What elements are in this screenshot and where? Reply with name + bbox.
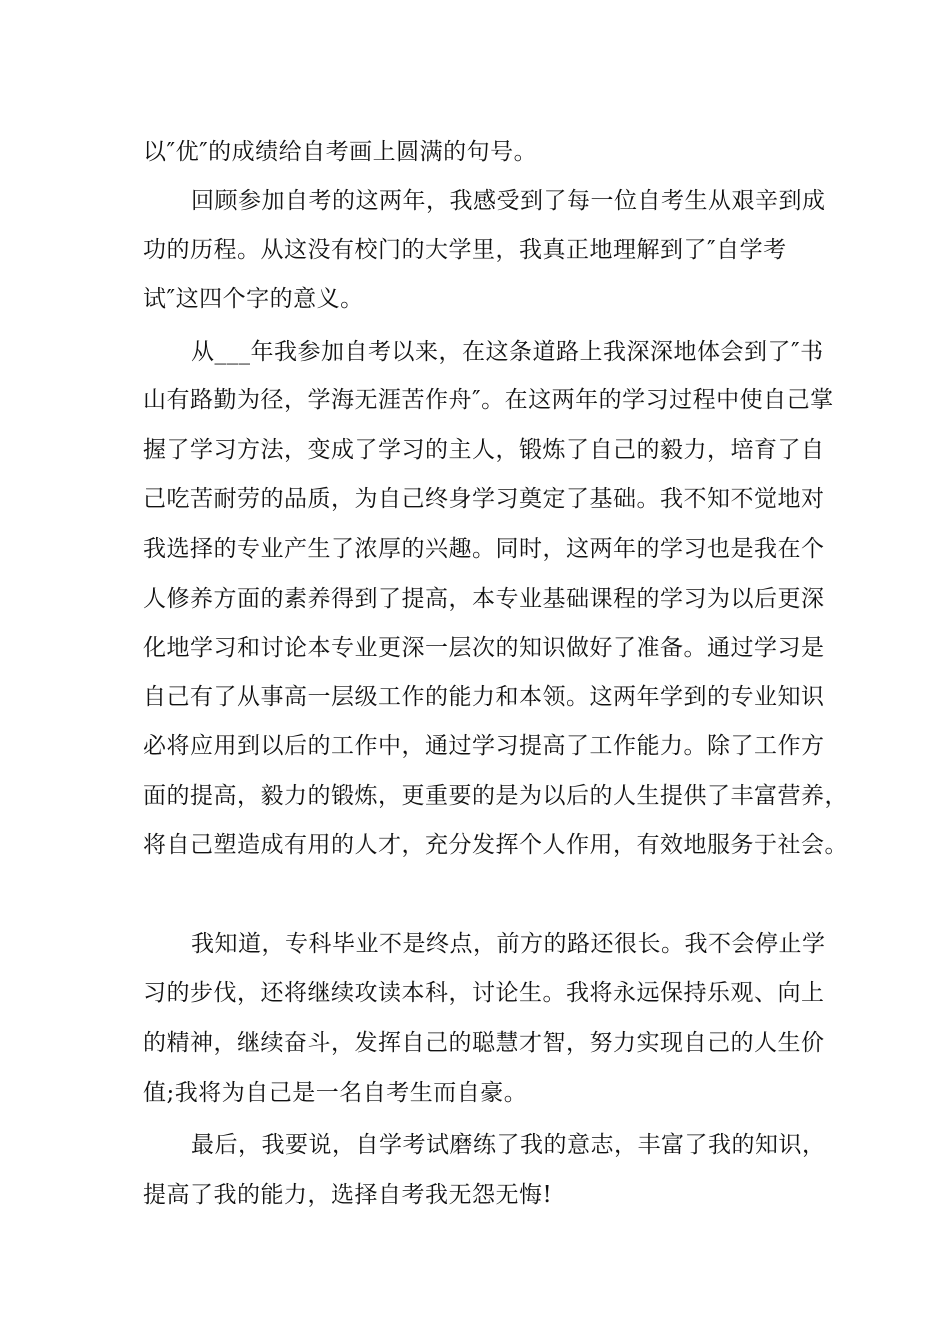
text-line: 值;我将为自己是一名自考生而自豪。 (143, 1080, 528, 1106)
text-line: 人修养方面的素养得到了提高，本专业基础课程的学习为以后更深 (143, 586, 825, 612)
text-line: 必将应用到以后的工作中，通过学习提高了工作能力。除了工作方 (143, 733, 825, 759)
text-line: 提高了我的能力，选择自考我无怨无悔! (143, 1182, 553, 1208)
text-line: 功的历程。从这没有校门的大学里，我真正地理解到了″自学考 (143, 237, 787, 263)
text-line: 我选择的专业产生了浓厚的兴趣。同时，这两年的学习也是我在个 (143, 536, 825, 562)
text-line: 山有路勤为径，学海无涯苦作舟″。在这两年的学习过程中使自己掌 (143, 387, 834, 413)
text-line: 试″这四个字的意义。 (143, 286, 364, 312)
text-line: 我知道，专科毕业不是终点，前方的路还很长。我不会停止学 (191, 931, 826, 957)
text-line: 握了学习方法，变成了学习的主人，锻炼了自己的毅力，培育了自 (143, 437, 825, 463)
text-line: 将自己塑造成有用的人才，充分发挥个人作用，有效地服务于社会。 (143, 832, 848, 858)
text-line: 以″优″的成绩给自考画上圆满的句号。 (143, 139, 538, 165)
text-line: 化地学习和讨论本专业更深一层次的知识做好了准备。通过学习是 (143, 635, 825, 661)
text-line: 自己有了从事高一层级工作的能力和本领。这两年学到的专业知识 (143, 684, 825, 710)
text-line: 己吃苦耐劳的品质，为自己终身学习奠定了基础。我不知不觉地对 (143, 486, 825, 512)
text-line: 的精神，继续奋斗，发挥自己的聪慧才智，努力实现自己的人生价 (143, 1030, 825, 1056)
text-line: 最后，我要说，自学考试磨练了我的意志，丰富了我的知识， (191, 1132, 826, 1158)
text-line: 习的步伐，还将继续攻读本科，讨论生。我将永远保持乐观、向上 (143, 980, 825, 1006)
text-line: 从___年我参加自考以来，在这条道路上我深深地体会到了″书 (191, 339, 824, 365)
text-line: 面的提高，毅力的锻炼，更重要的是为以后的人生提供了丰富营养， (143, 783, 848, 809)
text-line: 回顾参加自考的这两年，我感受到了每一位自考生从艰辛到成 (191, 188, 826, 214)
